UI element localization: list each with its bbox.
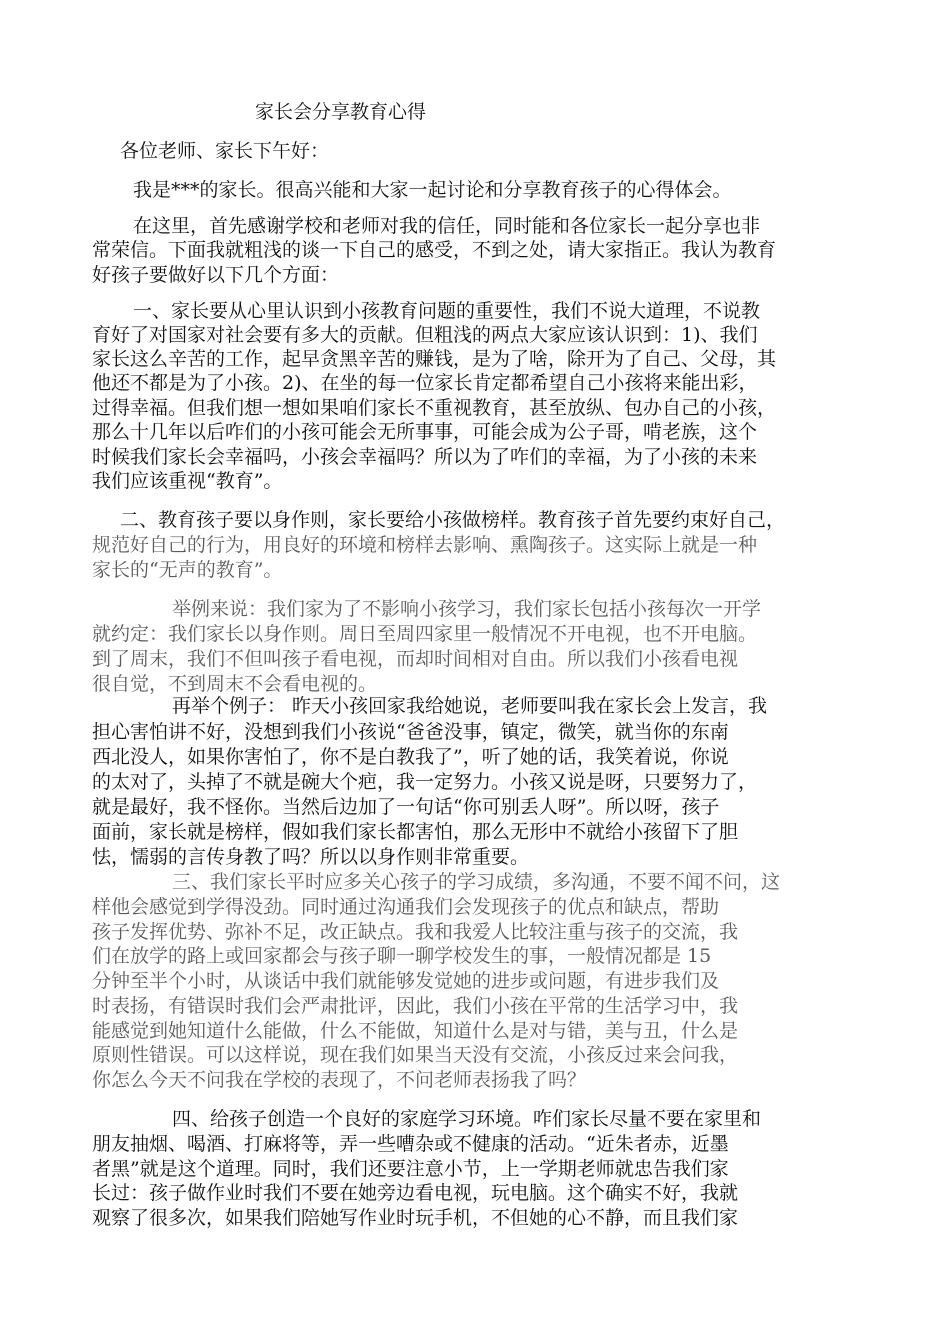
paragraph-line: 时候我们家长会幸福吗，小孩会幸福吗？所以为了咋们的幸福，为了小孩的未来	[92, 446, 758, 468]
paragraph-line: 家长的“无声的教育”。	[92, 559, 283, 581]
paragraph-line: 规范好自己的行为，用良好的环境和榜样去影响、熏陶孩子。这实际上就是一种	[92, 534, 758, 556]
paragraph-line: 孩子发挥优势、弥补不足，改正缺点。我和我爱人比较注重与孩子的交流，我	[92, 921, 739, 943]
paragraph-line: 原则性错误。可以这样说，现在我们如果当天没有交流，小孩反过来会问我，	[92, 1044, 739, 1066]
paragraph-line: 很自觉，不到周末不会看电视的。	[92, 673, 378, 695]
paragraph-line: 常荣信。下面我就粗浅的谈一下自己的感受，不到之处，请大家指正。我认为教育	[92, 239, 777, 261]
paragraph-line: 样他会感觉到学得没劲。同时通过沟通我们会发现孩子的优点和缺点，帮助	[92, 896, 720, 918]
paragraph-line: 育好了对国家对社会要有多大的贡献。但粗浅的两点大家应该认识到：1)、我们	[92, 324, 758, 346]
paragraph-line: 家长这么辛苦的工作，起早贪黑辛苦的赚钱，是为了啥，除开为了自己、父母，其	[92, 348, 777, 370]
paragraph-line: 们在放学的路上或回家都会与孩子聊一聊学校发生的事，一般情况都是 15	[92, 945, 712, 967]
greeting: 各位老师、家长下午好：	[120, 140, 330, 162]
paragraph-line: 怯，懦弱的言传身教了吗？所以以身作则非常重要。	[92, 846, 530, 868]
paragraph-line: 到了周末，我们不但叫孩子看电视，而却时间相对自由。所以我们小孩看电视	[92, 648, 739, 670]
paragraph-line: 面前，家长就是榜样，假如我们家长都害怕，那么无形中不就给小孩留下了胆	[92, 821, 739, 843]
paragraph-line: 四、给孩子创造一个良好的家庭学习环境。咋们家长尽量不要在家里和	[172, 1108, 762, 1130]
paragraph-line: 朋友抽烟、喝酒、打麻将等，弄一些嘈杂或不健康的活动。“近朱者赤，近墨	[92, 1133, 729, 1155]
document-title: 家长会分享教育心得	[255, 101, 427, 123]
paragraph-line: 举例来说：我们家为了不影响小孩学习，我们家长包括小孩每次一开学	[172, 598, 762, 620]
paragraph-line: 时表扬，有错误时我们会严肃批评，因此，我们小孩在平常的生活学习中，我	[92, 995, 739, 1017]
paragraph-line: 那么十几年以后咋们的小孩可能会无所事事，可能会成为公子哥，啃老族，这个	[92, 421, 758, 443]
paragraph-line: 你怎么今天不问我在学校的表现了，不问老师表扬我了吗？	[92, 1069, 587, 1091]
paragraph-line: 就是最好，我不怪你。当然后边加了一句话“你可别丢人呀”。所以呀，孩子	[92, 796, 720, 818]
paragraph-line: 西北没人，如果你害怕了，你不是白教我了”，听了她的话，我笑着说，你说	[92, 746, 729, 768]
paragraph-line: 观察了很多次，如果我们陪她写作业时玩手机，不但她的心不静，而且我们家	[92, 1207, 739, 1229]
paragraph-line: 的太对了，头掉了不就是碗大个疤，我一定努力。小孩又说是呀，只要努力了，	[92, 771, 758, 793]
paragraph-line: 三、我们家长平时应多关心孩子的学习成绩，多沟通，不要不闻不问，这	[172, 871, 781, 893]
paragraph-line: 我是***的家长。很高兴能和大家一起讨论和分享教育孩子的心得体会。	[133, 179, 732, 201]
paragraph-line: 分钟至半个小时，从谈话中我们就能够发觉她的进步或问题，有进步我们及	[92, 970, 720, 992]
paragraph-line: 者黑”就是这个道理。同时，我们还要注意小节，上一学期老师就忠告我们家	[92, 1158, 729, 1180]
paragraph-line: 长过：孩子做作业时我们不要在她旁边看电视，玩电脑。这个确实不好，我就	[92, 1182, 739, 1204]
paragraph-line: 二、教育孩子要以身作则，家长要给小孩做榜样。教育孩子首先要约束好自己，	[120, 509, 786, 531]
paragraph-line: 他还不都是为了小孩。2)、在坐的每一位家长肯定都希望自己小孩将来能出彩，	[92, 372, 758, 394]
paragraph-line: 能感觉到她知道什么能做，什么不能做，知道什么是对与错，美与丑，什么是	[92, 1020, 739, 1042]
paragraph-line: 再举个例子： 昨天小孩回家我给她说，老师要叫我在家长会上发言，我	[172, 695, 768, 717]
paragraph-line: 过得幸福。但我们想一想如果咱们家长不重视教育，甚至放纵、包办自己的小孩，	[92, 397, 777, 419]
paragraph-line: 我们应该重视“教育”。	[92, 470, 283, 492]
paragraph-line: 在这里，首先感谢学校和老师对我的信任，同时能和各位家长一起分享也非	[133, 215, 761, 237]
paragraph-line: 好孩子要做好以下几个方面：	[92, 264, 340, 286]
paragraph-line: 就约定：我们家长以身作则。周日至周四家里一般情况不开电视，也不开电脑。	[92, 623, 758, 645]
paragraph-line: 一、家长要从心里认识到小孩教育问题的重要性，我们不说大道理，不说教	[133, 300, 761, 322]
paragraph-line: 担心害怕讲不好，没想到我们小孩说“爸爸没事，镇定，微笑，就当你的东南	[92, 721, 729, 743]
